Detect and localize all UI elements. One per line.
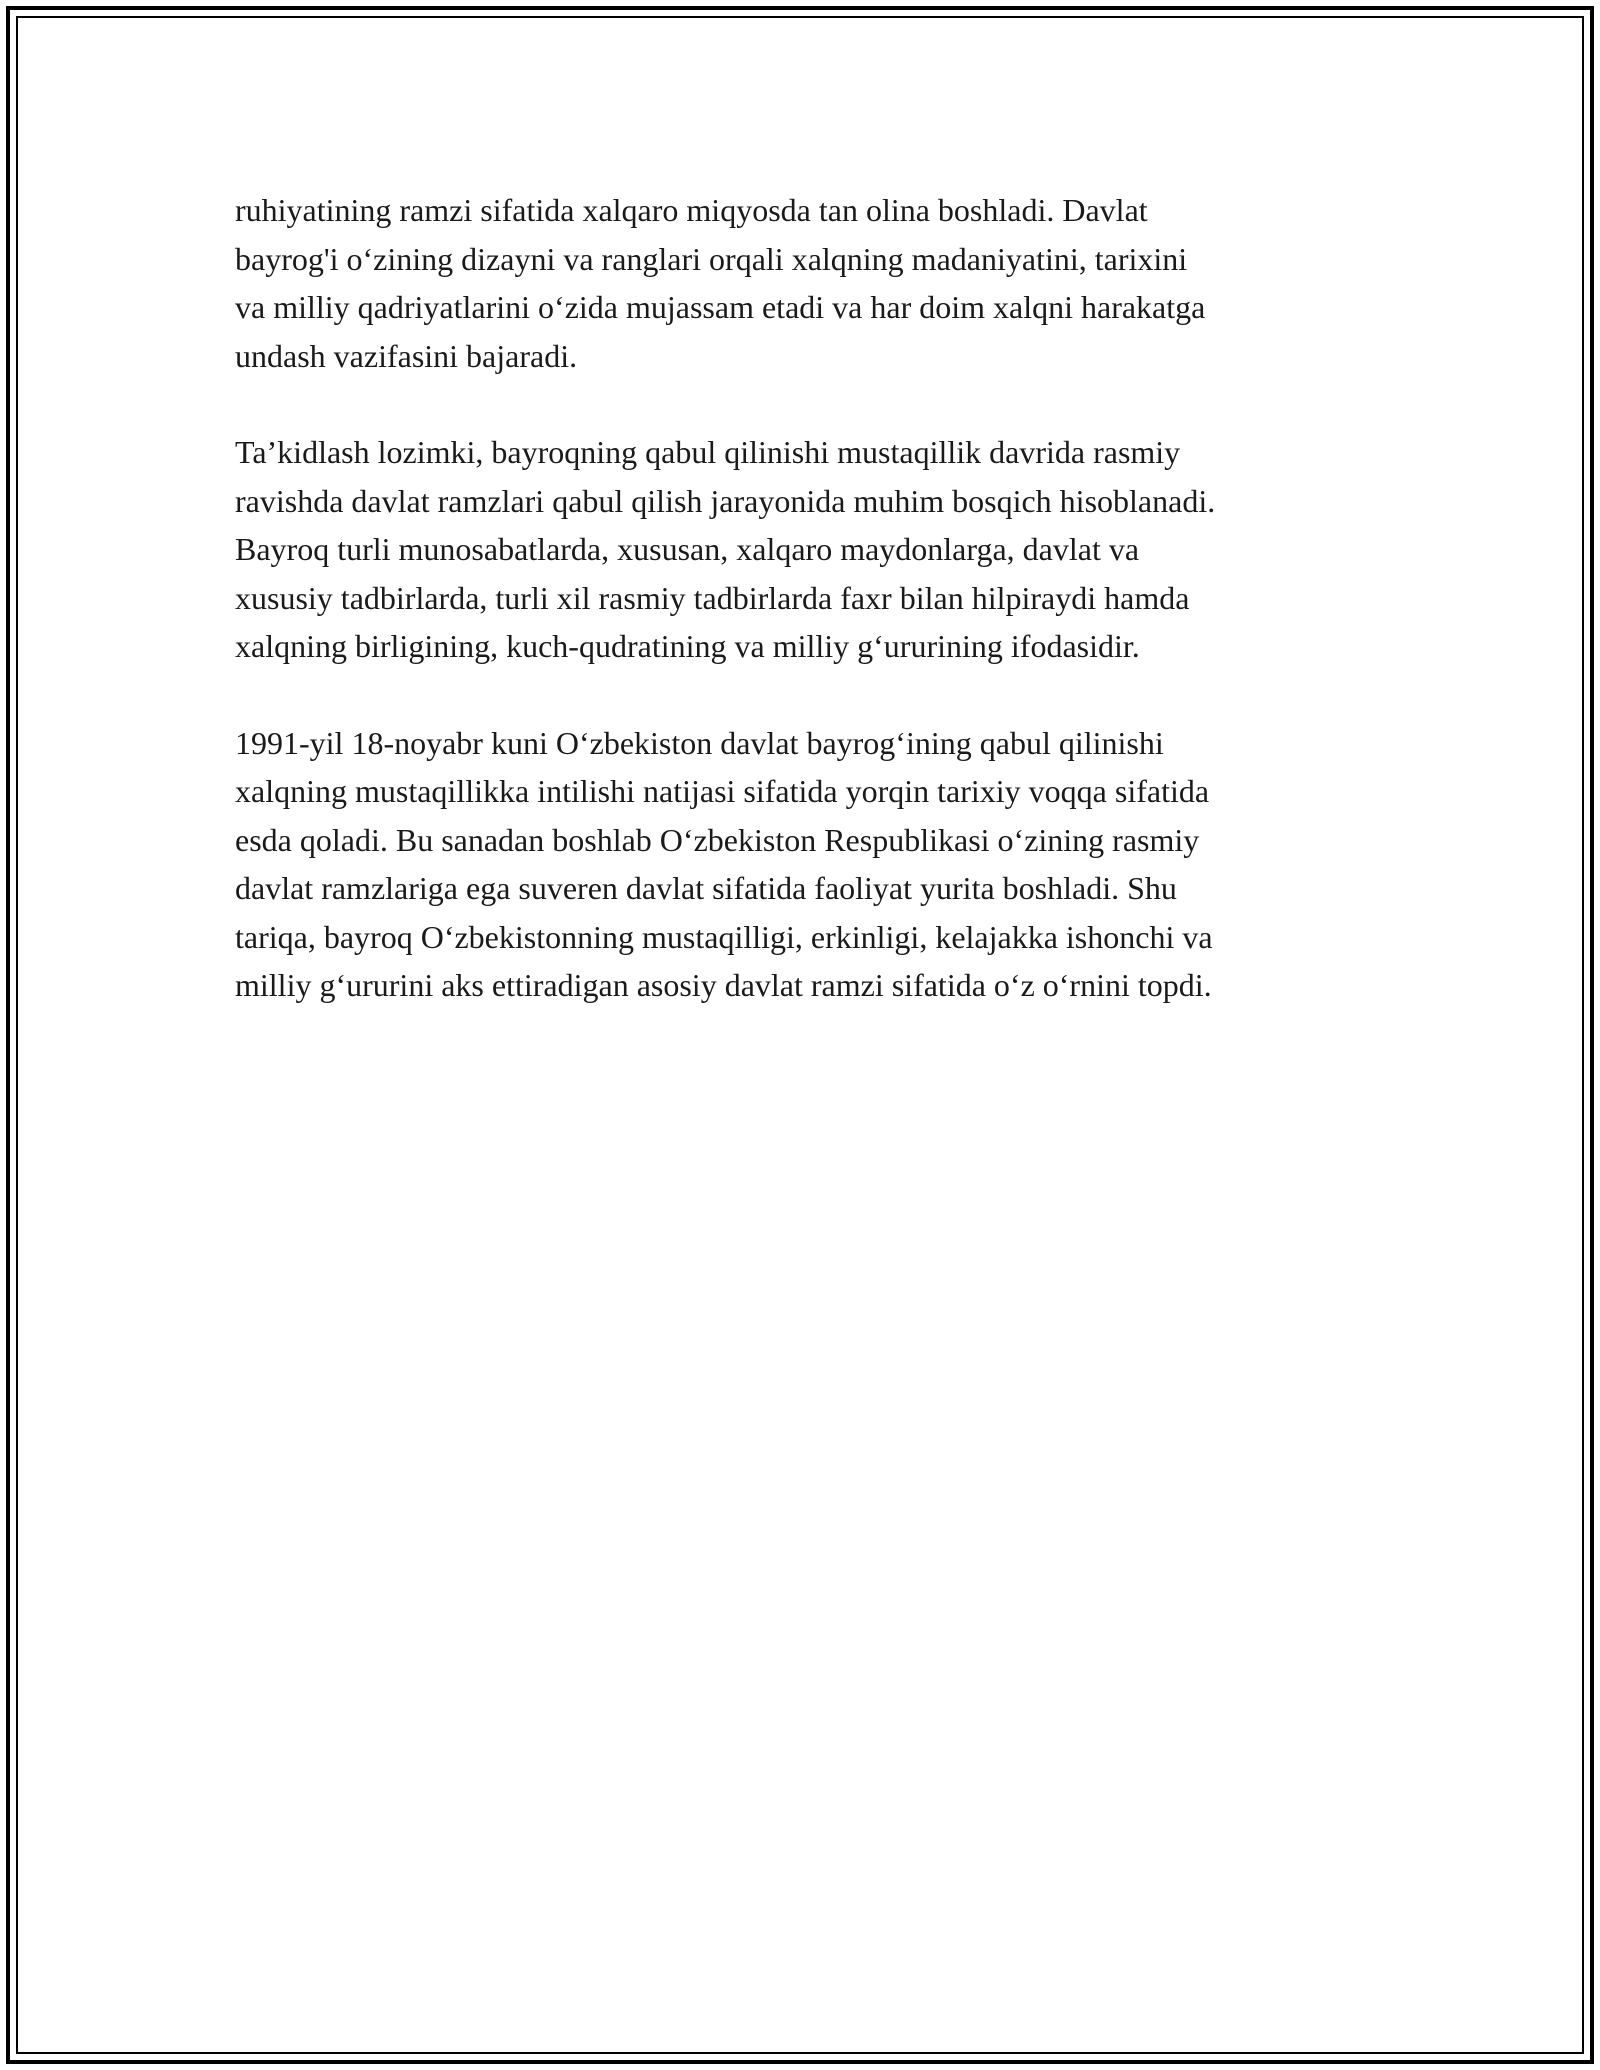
- paragraph-3: 1991-yil 18-noyabr kuni O‘zbekiston davlat bayrog‘ining qabul qilinishi xalqning mustaqillikka intilishi natijasi sifatida yorqin tarixiy voqqa sifatida esda qoladi. Bu sanadan boshlab O‘zbekiston Respublikasi o‘zining rasmiy davlat ramzlariga ega suveren davlat sifatida faoliyat yurita boshladi. Shu tariqa, bayroq O‘zbekistonning mustaqilligi, erkinligi, kelajakka ishonchi va milliy g‘ururini aks ettiradigan asosiy davlat ramzi sifatida o‘z o‘rnini topdi.: [235, 724, 1213, 1003]
- document-body: [235, 186, 1375, 1058]
- paragraph-1: ruhiyatining ramzi sifatida xalqaro miqyosda tan olina boshladi. Davlat bayrog'i o‘zining dizayni va ranglari orqali xalqning madaniyatini, tarixini va milliy qadriyatlarini o‘zida mujassam etadi va har doim xalqni harakatga undash vazifasini bajaradi.: [235, 192, 1206, 374]
- paragraph-2: Ta’kidlash lozimki, bayroqning qabul qilinishi mustaqillik davrida rasmiy ravishda davlat ramzlari qabul qilish jarayonida muhim bosqich hisoblanadi. Bayroq turli munosabatlarda, xususan, xalqaro maydonlarga, davlat va xususiy tadbirlarda, turli xil rasmiy tadbirlarda faxr bilan hilpiraydi hamda xalqning birligining, kuch-qudratining va milliy g‘ururining ifodasidir.: [235, 434, 1216, 664]
